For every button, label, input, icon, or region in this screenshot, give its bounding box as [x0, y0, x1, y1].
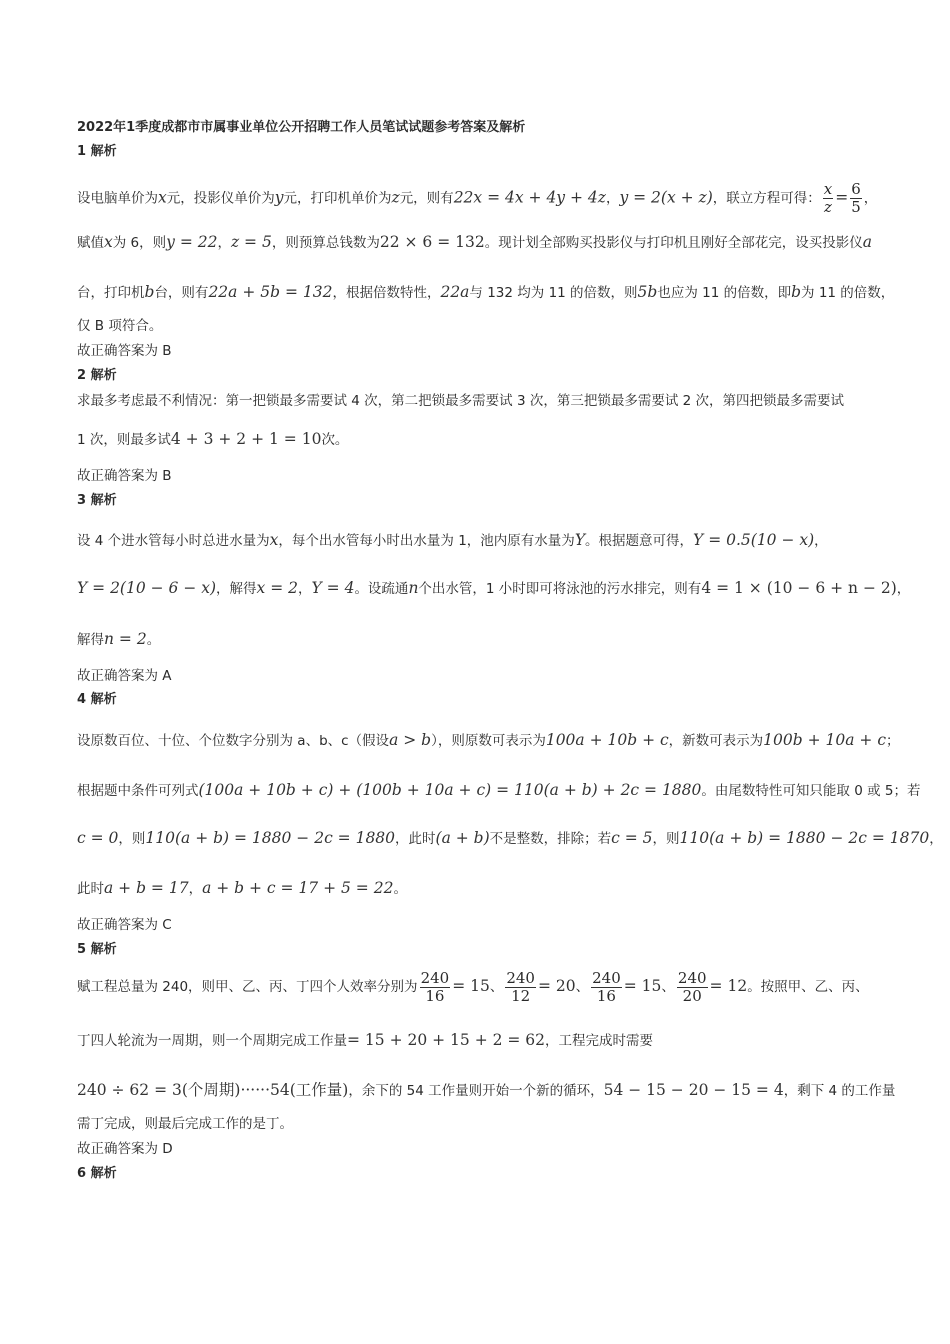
- paragraph-line: 解得n = 2。: [77, 630, 161, 648]
- paragraph-line: 仅 B 项符合。: [77, 318, 163, 334]
- section-heading-3: 3 解析: [77, 493, 117, 508]
- paragraph-line: 台，打印机b台，则有22a + 5b = 132，根据倍数特性，22a与 132 均为 11 的倍数，则5b也应为 11 的倍数，即b为 11 的倍数，: [77, 283, 895, 301]
- fraction: $\frac{x}{z}$: [823, 180, 833, 216]
- paragraph-line: 丁四人轮流为一周期，则一个周期完成工作量= 15 + 20 + 15 + 2 = 62，工程完成时需要: [77, 1031, 654, 1049]
- answer-line: 故正确答案为 B: [77, 468, 172, 484]
- section-heading-5: 5 解析: [77, 942, 117, 957]
- paragraph-line: 240 ÷ 62 = 3(个周期)······54(工作量)，余下的 54 工作量则开始一个新的循环，54 − 15 − 20 − 15 = 4，剩下 4 的工作量: [77, 1081, 896, 1099]
- answer-line: 故正确答案为 D: [77, 1141, 173, 1157]
- fraction: $\frac{240}{12}$: [506, 968, 535, 1005]
- paragraph-line: 赋值x为 6，则y = 22，z = 5，则预算总钱数为22 × 6 = 132。现计划全部购买投影仪与打印机且刚好全部花完，设买投影仪a: [77, 233, 872, 251]
- fraction: $\frac{240}{20}$: [677, 968, 707, 1005]
- fraction: $\frac{6}{5}$: [851, 180, 861, 216]
- paragraph-line: 设 4 个进水管每小时总进水量为x，每个出水管每小时出水量为 1，池内原有水量为Y。根据题意可得，Y = 0.5(10 − x)，: [77, 531, 828, 549]
- paragraph-line: c = 0，则110(a + b) = 1880 − 2c = 1880，此时(a + b)不是整数，排除；若c = 5，则110(a + b) = 1880 − 2c = 1870，: [77, 829, 943, 847]
- paragraph-line: 此时a + b = 17，a + b + c = 17 + 5 = 22。: [77, 879, 407, 897]
- answer-line: 故正确答案为 B: [77, 343, 172, 359]
- answer-line: 故正确答案为 A: [77, 668, 172, 684]
- paragraph-line: 根据题中条件可列式(100a + 10b + c) + (100b + 10a + c) = 110(a + b) + 2c = 1880。由尾数特性可知只能取 0 或 5；若: [77, 781, 921, 799]
- paragraph-line: 设原数百位、十位、个位数字分别为 a、b、c（假设a > b），则原数可表示为100a + 10b + c，新数可表示为100b + 10a + c；: [77, 731, 900, 749]
- fraction: $\frac{240}{16}$: [592, 968, 621, 1005]
- answer-line: 故正确答案为 C: [77, 917, 172, 933]
- section-heading-2: 2 解析: [77, 368, 117, 383]
- paragraph-line: Y = 2(10 − 6 − x)，解得x = 2，Y = 4。设疏通n个出水管，1 小时即可将泳池的污水排完，则有4 = 1 × (10 − 6 + n − 2)，: [77, 579, 911, 597]
- paragraph-line: 求最多考虑最不利情况：第一把锁最多需要试 4 次，第二把锁最多需要试 3 次，第三把锁最多需要试 2 次，第四把锁最多需要试: [77, 393, 845, 409]
- section-heading-6: 6 解析: [77, 1166, 117, 1181]
- paragraph-line: 设电脑单价为x元，投影仪单价为y元，打印机单价为z元，则有22x = 4x + 4y + 4z，y = 2(x + z)，联立方程可得： $\frac{x}{z}$ = $\frac{6}{5}$ ，: [77, 180, 878, 216]
- paragraph-line: 需丁完成，则最后完成工作的是丁。: [77, 1116, 293, 1132]
- paragraph-line: 赋工程总量为 240，则甲、乙、丙、丁四个人效率分别为 $\frac{240}{16}$ = 15、 $\frac{240}{12}$ = 20、 $\frac{240}{16}$ = 15、 $\frac{240}{20}$ = 12。按照甲、乙、丙、: [77, 968, 869, 1005]
- section-heading-4: 4 解析: [77, 692, 117, 707]
- document-title: 2022年1季度成都市市属事业单位公开招聘工作人员笔试试题参考答案及解析: [77, 120, 526, 135]
- section-heading-1: 1 解析: [77, 144, 117, 159]
- fraction: $\frac{240}{16}$: [420, 968, 450, 1005]
- paragraph-line: 1 次，则最多试4 + 3 + 2 + 1 = 10次。: [77, 430, 349, 448]
